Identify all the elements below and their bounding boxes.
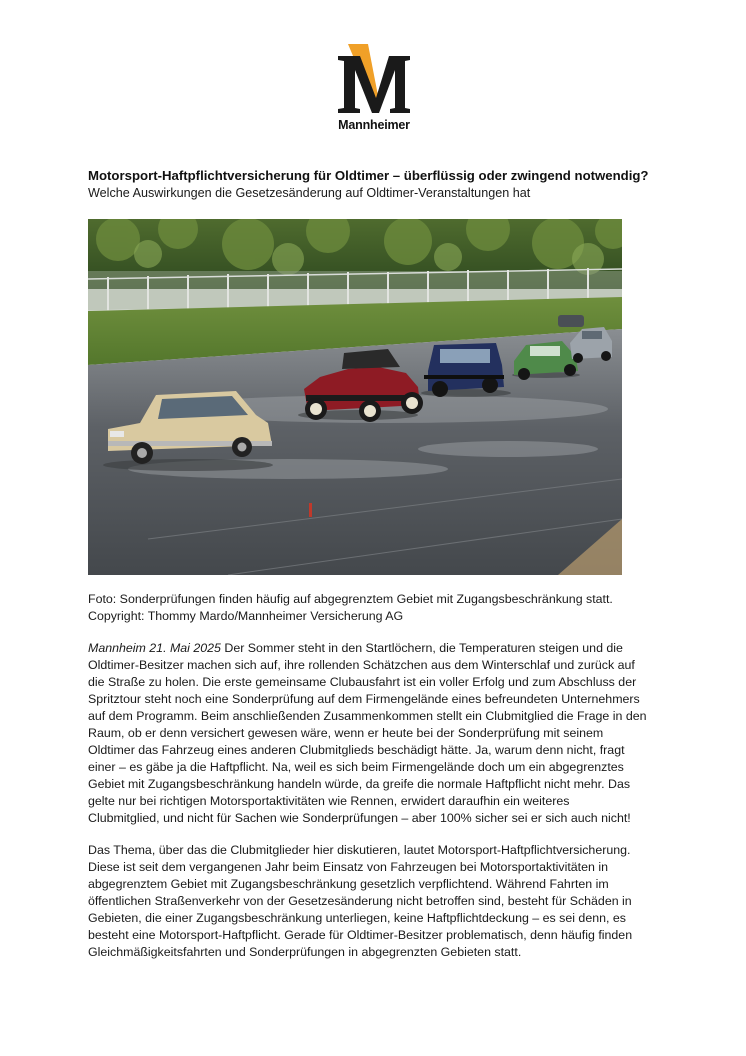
paragraph-line: abgegrenztem Gebiet mit Zugangsbeschränkung gesetzlich verpflichtend. Während Fahrten im [88, 877, 609, 891]
caption-line: Foto: Sonderprüfungen finden häufig auf abgegrenztem Gebiet mit Zugangsbeschränkung statt. [88, 592, 613, 606]
paragraph-line: Clubmitglied, und nicht für Sachen wie Sonderprüfungen – aber 100% sicher sei er sich auch nicht! [88, 811, 631, 825]
paragraph-text: Der Sommer steht in den Startlöchern, die Temperaturen steigen und die [220, 641, 623, 655]
paragraph-line: Raum, ob er denn versichert gewesen wäre, wenn er heute bei der Sonderprüfung mit seinem [88, 726, 604, 740]
article-photo [88, 219, 622, 575]
m-logo-icon [334, 44, 414, 116]
paragraph-line: Gebiet mit Zugangsbeschränkung handeln würde, da greife die normale Haftpflicht nicht mehr. Das [88, 777, 631, 791]
body-paragraph-1 [88, 640, 670, 827]
paragraph-line: Oldtimer-Besitzer machen sich auf, ihre rollenden Schätzchen aus dem Winterschlaf und zurück auf [88, 658, 635, 672]
body-paragraph-2 [88, 842, 670, 961]
paragraph-line: öffentlichen Straßenverkehr von der Gesetzesänderung nicht betroffen sind, besteht für Schäden in [88, 894, 632, 908]
photo-caption [88, 591, 668, 625]
logo-wordmark: Mannheimer [338, 118, 410, 132]
paragraph-line: Gebieten, die einer Zugangsbeschränkung unterliegen, keine Haftpflichtdeckung – es sei denn, es [88, 911, 626, 925]
caption-copyright: Copyright: Thommy Mardo/Mannheimer Versicherung AG [88, 609, 404, 623]
classic-cars-photo-image [88, 219, 622, 575]
paragraph-line: gelte nur bei richtigen Motorsportaktivitäten wie Rennen, erwidert daraufhin ein weiteres [88, 794, 570, 808]
paragraph-line: einer – es gäbe ja die Haftpflicht. Na, weil es sich beim Firmengelände doch um ein abgegrenztes [88, 760, 624, 774]
paragraph-line: Das Thema, über das die Clubmitglieder hier diskutieren, lautet Motorsport-Haftpflichtversicherung. [88, 843, 631, 857]
article-subtitle: Welche Auswirkungen die Gesetzesänderung auf Oldtimer-Veranstaltungen hat [88, 186, 531, 200]
paragraph-line: Diese ist seit dem vergangenen Jahr beim Einsatz von Fahrzeugen bei Motorsportaktivitäten in [88, 860, 608, 874]
paragraph-line: besteht eine Motorsport-Haftpflicht. Gerade für Oldtimer-Besitzer problematisch, denn häufig finden [88, 928, 633, 942]
paragraph-line: Gleichmäßigkeitsfahrten und Sonderprüfungen in abgegrenzten Gebieten statt. [88, 945, 522, 959]
paragraph-line: die Straße zu holen. Die erste gemeinsame Clubausfahrt ist ein voller Erfolg und zum Abschluss der [88, 675, 637, 689]
article-title: Motorsport-Haftpflichtversicherung für Oldtimer – überflüssig oder zwingend notwendig? [88, 168, 649, 183]
paragraph-line: auf dem Programm. Beim anschließenden Zusammenkommen stellt ein Clubmitglied die Frage in den [88, 709, 647, 723]
dateline: Mannheim 21. Mai 2025 [88, 641, 221, 655]
mannheimer-logo [334, 44, 414, 132]
paragraph-line [88, 640, 670, 657]
paragraph-line: Oldtimer das Fahrzeug eines anderen Clubmitglieds beschädigt hätte. Ja, warum denn nicht, fragt [88, 743, 625, 757]
paragraph-line: Spritztour steht noch eine Sonderprüfung auf dem Firmengelände eines befreundeten Unternehmers [88, 692, 640, 706]
